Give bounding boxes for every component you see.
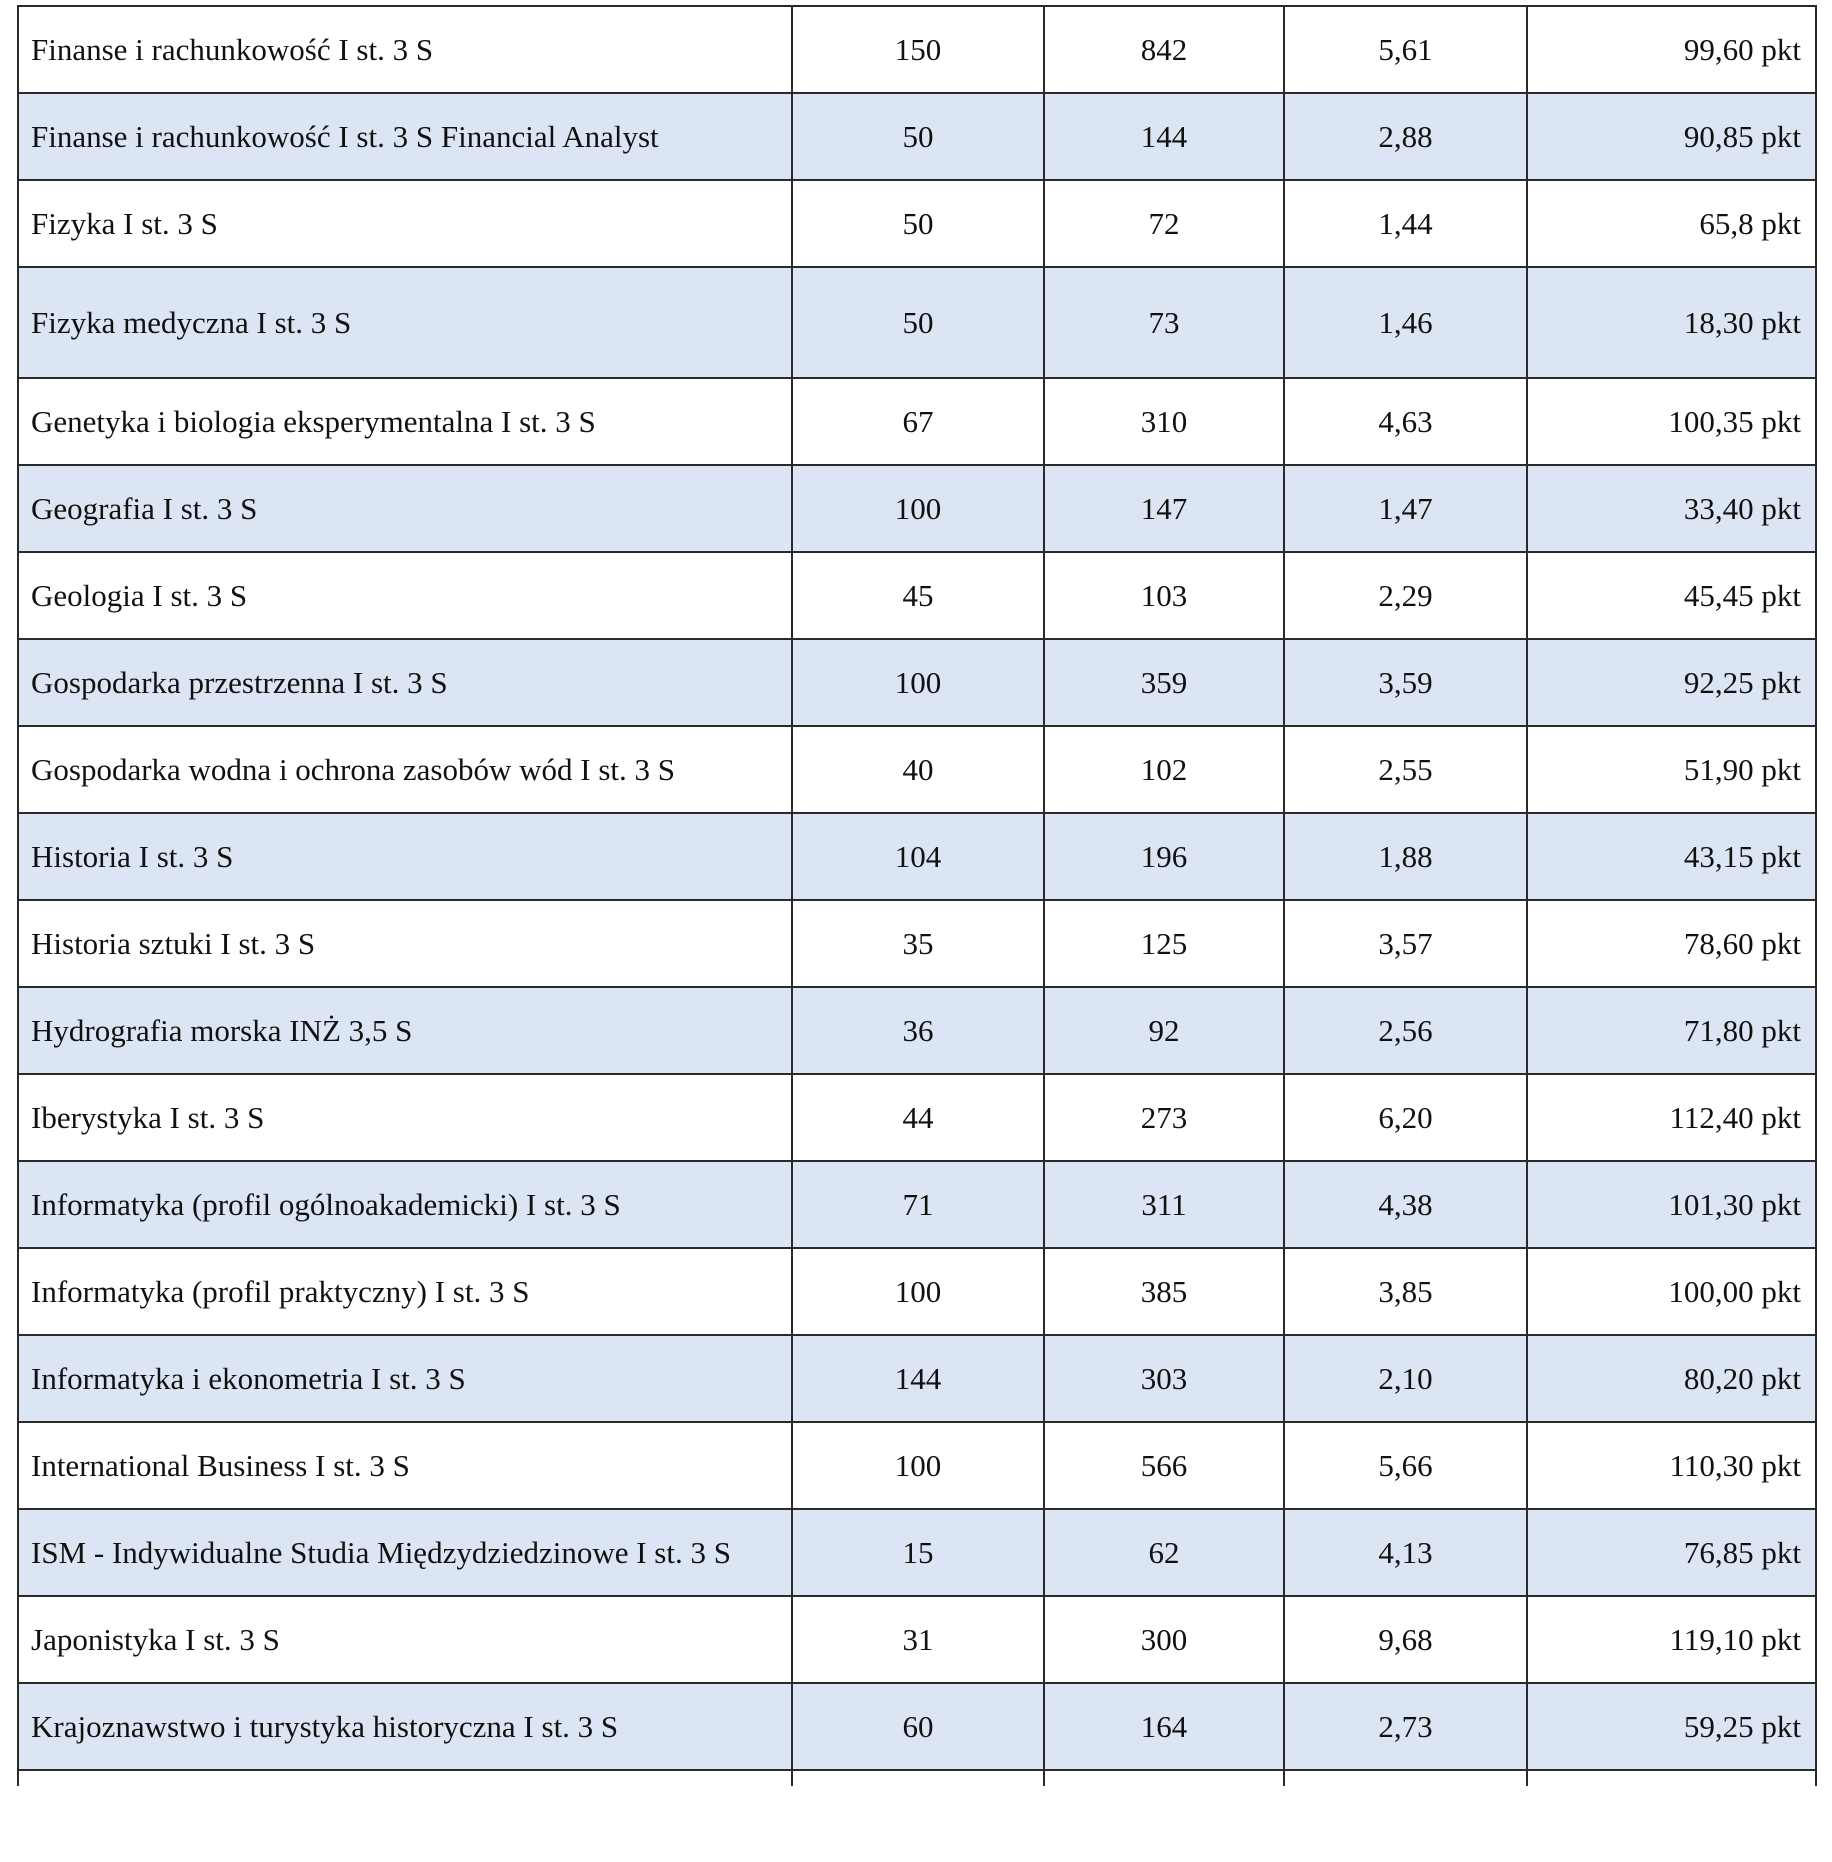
program-name: Fizyka I st. 3 S bbox=[18, 180, 792, 267]
table-row bbox=[18, 1683, 1816, 1770]
table-row bbox=[18, 639, 1816, 726]
places-cell: 100 bbox=[792, 465, 1044, 552]
candidates-cell: 385 bbox=[1044, 1248, 1284, 1335]
table-row bbox=[18, 1161, 1816, 1248]
ratio-cell: 2,88 bbox=[1284, 93, 1527, 180]
ratio-cell: 4,38 bbox=[1284, 1161, 1527, 1248]
program-name: Gospodarka wodna i ochrona zasobów wód I st. 3 S bbox=[18, 726, 792, 813]
program-name: Krajoznawstwo i turystyka historyczna I st. 3 S bbox=[18, 1683, 792, 1770]
ratio-cell: 2,56 bbox=[1284, 987, 1527, 1074]
program-name: Finanse i rachunkowość I st. 3 S bbox=[18, 6, 792, 93]
threshold-cell: 101,30 pkt bbox=[1527, 1161, 1816, 1248]
threshold-cell: 110,30 pkt bbox=[1527, 1422, 1816, 1509]
ratio-cell: 1,47 bbox=[1284, 465, 1527, 552]
table-row bbox=[18, 180, 1816, 267]
ratio-cell: 1,88 bbox=[1284, 813, 1527, 900]
places-cell: 67 bbox=[792, 378, 1044, 465]
table-row-partial bbox=[18, 1770, 1816, 1786]
ratio-cell: 1,44 bbox=[1284, 180, 1527, 267]
table-row bbox=[18, 93, 1816, 180]
admissions-table bbox=[17, 5, 1817, 1786]
threshold-cell: 45,45 pkt bbox=[1527, 552, 1816, 639]
empty-cell bbox=[1044, 1770, 1284, 1786]
places-cell: 100 bbox=[792, 1248, 1044, 1335]
threshold-cell: 43,15 pkt bbox=[1527, 813, 1816, 900]
places-cell: 45 bbox=[792, 552, 1044, 639]
table-row bbox=[18, 378, 1816, 465]
candidates-cell: 196 bbox=[1044, 813, 1284, 900]
threshold-cell: 80,20 pkt bbox=[1527, 1335, 1816, 1422]
table-row bbox=[18, 1596, 1816, 1683]
program-name: Geologia I st. 3 S bbox=[18, 552, 792, 639]
program-name: Fizyka medyczna I st. 3 S bbox=[18, 267, 792, 378]
candidates-cell: 72 bbox=[1044, 180, 1284, 267]
places-cell: 15 bbox=[792, 1509, 1044, 1596]
empty-cell bbox=[1284, 1770, 1527, 1786]
program-name: Geografia I st. 3 S bbox=[18, 465, 792, 552]
candidates-cell: 273 bbox=[1044, 1074, 1284, 1161]
program-name: Informatyka (profil ogólnoakademicki) I st. 3 S bbox=[18, 1161, 792, 1248]
candidates-cell: 62 bbox=[1044, 1509, 1284, 1596]
places-cell: 44 bbox=[792, 1074, 1044, 1161]
places-cell: 40 bbox=[792, 726, 1044, 813]
threshold-cell: 78,60 pkt bbox=[1527, 900, 1816, 987]
table-row bbox=[18, 552, 1816, 639]
places-cell: 31 bbox=[792, 1596, 1044, 1683]
places-cell: 36 bbox=[792, 987, 1044, 1074]
empty-cell bbox=[18, 1770, 792, 1786]
threshold-cell: 18,30 pkt bbox=[1527, 267, 1816, 378]
ratio-cell: 5,66 bbox=[1284, 1422, 1527, 1509]
program-name: Finanse i rachunkowość I st. 3 S Financial Analyst bbox=[18, 93, 792, 180]
threshold-cell: 90,85 pkt bbox=[1527, 93, 1816, 180]
table-row bbox=[18, 1074, 1816, 1161]
places-cell: 60 bbox=[792, 1683, 1044, 1770]
ratio-cell: 3,85 bbox=[1284, 1248, 1527, 1335]
candidates-cell: 102 bbox=[1044, 726, 1284, 813]
candidates-cell: 125 bbox=[1044, 900, 1284, 987]
threshold-cell: 100,35 pkt bbox=[1527, 378, 1816, 465]
table-row bbox=[18, 1509, 1816, 1596]
ratio-cell: 3,59 bbox=[1284, 639, 1527, 726]
program-name: Iberystyka I st. 3 S bbox=[18, 1074, 792, 1161]
ratio-cell: 1,46 bbox=[1284, 267, 1527, 378]
threshold-cell: 51,90 pkt bbox=[1527, 726, 1816, 813]
empty-cell bbox=[1527, 1770, 1816, 1786]
candidates-cell: 164 bbox=[1044, 1683, 1284, 1770]
candidates-cell: 144 bbox=[1044, 93, 1284, 180]
threshold-cell: 92,25 pkt bbox=[1527, 639, 1816, 726]
places-cell: 144 bbox=[792, 1335, 1044, 1422]
candidates-cell: 147 bbox=[1044, 465, 1284, 552]
table-row bbox=[18, 1248, 1816, 1335]
threshold-cell: 100,00 pkt bbox=[1527, 1248, 1816, 1335]
table-row bbox=[18, 813, 1816, 900]
places-cell: 100 bbox=[792, 639, 1044, 726]
candidates-cell: 92 bbox=[1044, 987, 1284, 1074]
admissions-table-container bbox=[17, 5, 1817, 1786]
ratio-cell: 2,55 bbox=[1284, 726, 1527, 813]
places-cell: 104 bbox=[792, 813, 1044, 900]
program-name: Informatyka (profil praktyczny) I st. 3 S bbox=[18, 1248, 792, 1335]
places-cell: 50 bbox=[792, 180, 1044, 267]
empty-cell bbox=[792, 1770, 1044, 1786]
places-cell: 35 bbox=[792, 900, 1044, 987]
table-row bbox=[18, 1335, 1816, 1422]
table-row bbox=[18, 465, 1816, 552]
candidates-cell: 842 bbox=[1044, 6, 1284, 93]
ratio-cell: 5,61 bbox=[1284, 6, 1527, 93]
program-name: Historia I st. 3 S bbox=[18, 813, 792, 900]
threshold-cell: 65,8 pkt bbox=[1527, 180, 1816, 267]
threshold-cell: 33,40 pkt bbox=[1527, 465, 1816, 552]
program-name: Hydrografia morska INŻ 3,5 S bbox=[18, 987, 792, 1074]
table-row bbox=[18, 1422, 1816, 1509]
candidates-cell: 303 bbox=[1044, 1335, 1284, 1422]
threshold-cell: 112,40 pkt bbox=[1527, 1074, 1816, 1161]
table-row bbox=[18, 267, 1816, 378]
places-cell: 50 bbox=[792, 93, 1044, 180]
threshold-cell: 71,80 pkt bbox=[1527, 987, 1816, 1074]
admissions-table-body bbox=[18, 6, 1816, 1786]
ratio-cell: 4,63 bbox=[1284, 378, 1527, 465]
places-cell: 100 bbox=[792, 1422, 1044, 1509]
program-name: International Business I st. 3 S bbox=[18, 1422, 792, 1509]
threshold-cell: 99,60 pkt bbox=[1527, 6, 1816, 93]
ratio-cell: 6,20 bbox=[1284, 1074, 1527, 1161]
ratio-cell: 4,13 bbox=[1284, 1509, 1527, 1596]
ratio-cell: 9,68 bbox=[1284, 1596, 1527, 1683]
ratio-cell: 3,57 bbox=[1284, 900, 1527, 987]
threshold-cell: 76,85 pkt bbox=[1527, 1509, 1816, 1596]
ratio-cell: 2,29 bbox=[1284, 552, 1527, 639]
candidates-cell: 311 bbox=[1044, 1161, 1284, 1248]
candidates-cell: 359 bbox=[1044, 639, 1284, 726]
candidates-cell: 300 bbox=[1044, 1596, 1284, 1683]
threshold-cell: 59,25 pkt bbox=[1527, 1683, 1816, 1770]
ratio-cell: 2,73 bbox=[1284, 1683, 1527, 1770]
program-name: Gospodarka przestrzenna I st. 3 S bbox=[18, 639, 792, 726]
program-name: Genetyka i biologia eksperymentalna I st. 3 S bbox=[18, 378, 792, 465]
table-row bbox=[18, 6, 1816, 93]
program-name: Japonistyka I st. 3 S bbox=[18, 1596, 792, 1683]
candidates-cell: 73 bbox=[1044, 267, 1284, 378]
table-row bbox=[18, 987, 1816, 1074]
program-name: ISM - Indywidualne Studia Międzydziedzinowe I st. 3 S bbox=[18, 1509, 792, 1596]
places-cell: 50 bbox=[792, 267, 1044, 378]
program-name: Informatyka i ekonometria I st. 3 S bbox=[18, 1335, 792, 1422]
ratio-cell: 2,10 bbox=[1284, 1335, 1527, 1422]
threshold-cell: 119,10 pkt bbox=[1527, 1596, 1816, 1683]
places-cell: 150 bbox=[792, 6, 1044, 93]
candidates-cell: 103 bbox=[1044, 552, 1284, 639]
table-row bbox=[18, 900, 1816, 987]
places-cell: 71 bbox=[792, 1161, 1044, 1248]
candidates-cell: 310 bbox=[1044, 378, 1284, 465]
candidates-cell: 566 bbox=[1044, 1422, 1284, 1509]
table-row bbox=[18, 726, 1816, 813]
program-name: Historia sztuki I st. 3 S bbox=[18, 900, 792, 987]
